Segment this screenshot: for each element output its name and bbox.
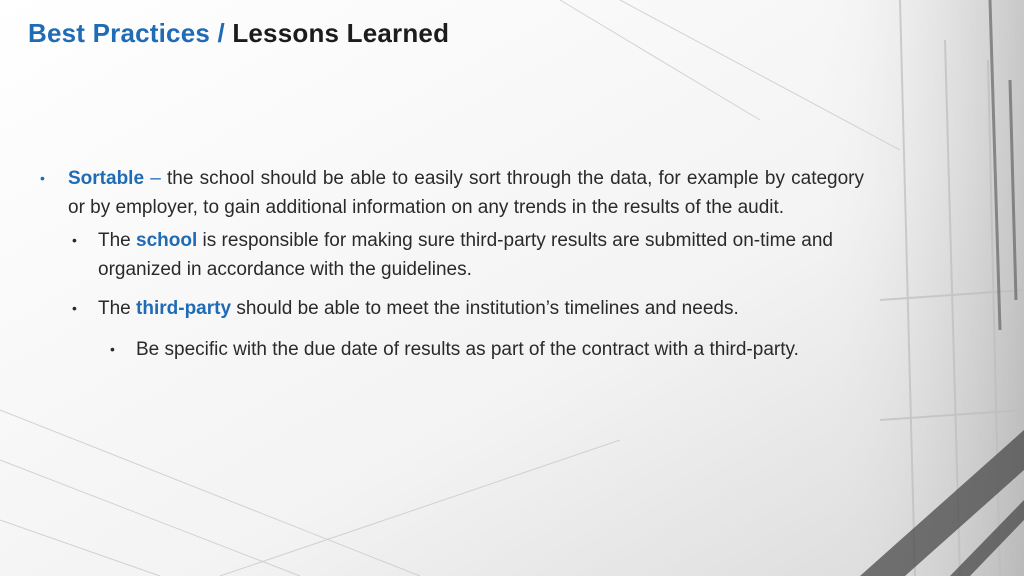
bullet-icon: • bbox=[110, 341, 115, 357]
bullet-sortable-text bbox=[68, 164, 864, 222]
sub-bullet-school-text bbox=[98, 226, 864, 284]
sub-bullet-third-party bbox=[38, 294, 864, 323]
bullet-icon: • bbox=[40, 170, 45, 186]
sub-bullet-school bbox=[38, 226, 864, 284]
term-sortable: Sortable bbox=[68, 168, 145, 189]
term-third-party: third-party bbox=[136, 298, 232, 319]
title-main: Lessons Learned bbox=[232, 18, 450, 48]
sortable-description: the school should be able to easily sort through the data, for example by category or by employer, to gain additional information on any trends in the results of the audit. bbox=[68, 168, 865, 218]
third-party-description: should be able to meet the institution’s timelines and needs. bbox=[236, 298, 739, 319]
title-prefix: Best Practices / bbox=[28, 18, 225, 48]
term-dash: – bbox=[150, 168, 161, 189]
term-school: school bbox=[136, 230, 198, 251]
sub-sub-bullet-due-date bbox=[38, 335, 864, 364]
bullet-icon: • bbox=[72, 232, 77, 248]
bullet-sortable bbox=[38, 164, 864, 222]
school-pre: The bbox=[98, 230, 131, 251]
bullet-list bbox=[38, 164, 864, 364]
slide-title bbox=[28, 18, 449, 49]
third-party-pre: The bbox=[98, 298, 131, 319]
sub-bullet-third-party-text bbox=[98, 294, 864, 323]
due-date-text: Be specific with the due date of results as part of the contract with a third-party. bbox=[136, 339, 799, 360]
school-description: is responsible for making sure third-party results are submitted on-time and organized in accordance with the guidelines. bbox=[98, 230, 833, 280]
bullet-icon: • bbox=[72, 300, 77, 316]
